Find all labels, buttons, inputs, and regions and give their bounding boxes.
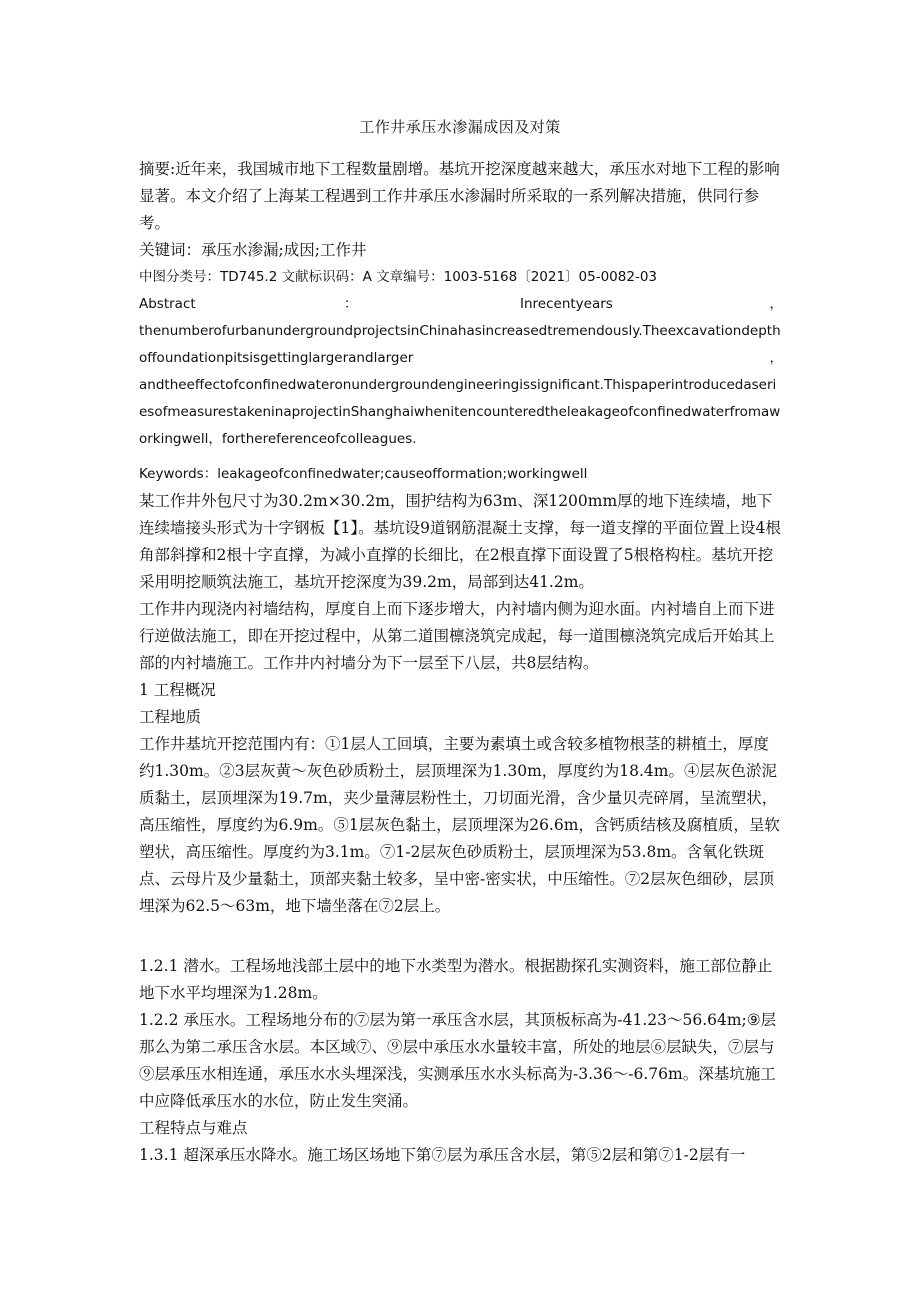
paragraph-1: 某工作井外包尺寸为30.2m×30.2m，围护结构为63m、深1200mm厚的地下连续墙，地下连续墙接头形式为十字钢板【1】。基坑设9道钢筋混凝土支撑，每一道支撑的平面位置上设4根角部斜撑和2根十字直撑，为减小直撑的长细比，在2根直撑下面设置了5根格构柱。基坑开挖采用明挖顺筑法施工，基坑开挖深度为39.2m，局部到达41.2m。: [139, 492, 781, 591]
abstract-en-body: [139, 318, 783, 372]
abstract-cn: 摘要:近年来，我国城市地下工程数量剧增。基坑开挖深度越来越大，承压水对地下工程的影响显著。本文介绍了上海某工程遇到工作井承压水渗漏时所采取的一系列解决措施，供同行参考。: [139, 160, 780, 232]
heading-geology: 工程地质: [139, 708, 202, 726]
keywords-cn: 关键词：承压水渗漏;成因;工作井: [139, 241, 367, 259]
paragraph-5: 1.2.2 承压水。工程场地分布的⑦层为第一承压含水层，其顶板标高为-41.23～56.64m;⑨层那么为第二承压含水层。本区域⑦、⑨层中承压水水量较丰富，所处的地层⑥层缺失，⑦层与⑨层承压水相连通，承压水水头埋深浅，实测承压水水头标高为-3.36～-6.76m。深基坑施工中应降低承压水的水位，防止发生突涌。: [139, 1011, 777, 1110]
paragraph-2: 工作井内现浇内衬墙结构，厚度自上而下逐步增大，内衬墙内侧为迎水面。内衬墙自上而下进行逆做法施工，即在开挖过程中，从第二道围檩浇筑完成起，每一道围檩浇筑完成后开始其上部的内衬墙施工。工作井内衬墙分为下一层至下八层，共8层结构。: [139, 600, 775, 672]
document-title: 工作井承压水渗漏成因及对策: [359, 118, 561, 136]
abstract-en-line3: andtheeffectofconfinedwateronundergroundengineeringissignificant.ThispaperintroducedaseriesofmeasurestakeninaprojectinShanghaiwhenitencounteredtheleakageofconfinedwaterfromaworkingwell，forthereferenceofcolleagues.: [139, 377, 781, 447]
paragraph-4: 1.2.1 潜水。工程场地浅部土层中的地下水类型为潜水。根据勘探孔实测资料，施工部位静止地下水平均埋深为1.28m。: [139, 957, 773, 1002]
paragraph-3: 工作井基坑开挖范围内有：①1层人工回填，主要为素填土或含较多植物根茎的耕植土，厚度约1.30m。②3层灰黄～灰色砂质粉土，层顶埋深为1.30m，厚度约为18.4m。④层灰色淤泥质黏土，层顶埋深为19.7m，夹少量薄层粉性土，刀切面光滑，含少量贝壳碎屑，呈流塑状，高压缩性，厚度约为6.9m。⑤1层灰色黏土，层顶埋深为26.6m，含钙质结核及腐植质，呈软塑状，高压缩性。厚度约为3.1m。⑦1-2层灰色砂质粉土，层顶埋深为53.8m。含氧化铁斑点、云母片及少量黏土，顶部夹黏土较多，呈中密-密实状，中压缩性。⑦2层灰色细砂，层顶埋深为62.5～63m，地下墙坐落在⑦2层上。: [139, 735, 780, 915]
heading-overview: 1 工程概况: [139, 681, 216, 699]
abstract-en-words: Inrecentyears: [520, 296, 613, 312]
keywords-en: Keywords：leakageofconfinedwater;causeofformation;workingwell: [139, 466, 588, 482]
abstract-en-line2: thenumberofurbanundergroundprojectsinChinahasincreasedtremendously.Theexcavationdepthoffoundationpitsisgettinglargerandlarger: [139, 323, 781, 366]
abstract-en-colon: ：: [344, 296, 358, 312]
abstract-en-first-line: [139, 291, 783, 318]
abstract-en-comma: ，: [769, 296, 783, 312]
heading-features: 工程特点与难点: [139, 1119, 248, 1137]
classification-line: 中图分类号：TD745.2 文献标识码：A 文章编号：1003-5168〔2021〕05-0082-03: [139, 269, 658, 285]
abstract-en-label: Abstract: [139, 296, 196, 312]
paragraph-6: 1.3.1 超深承压水降水。施工场区场地下第⑦层为承压含水层，第⑤2层和第⑦1-2层有一: [139, 1146, 746, 1164]
abstract-en-comma2: ，: [769, 350, 783, 366]
